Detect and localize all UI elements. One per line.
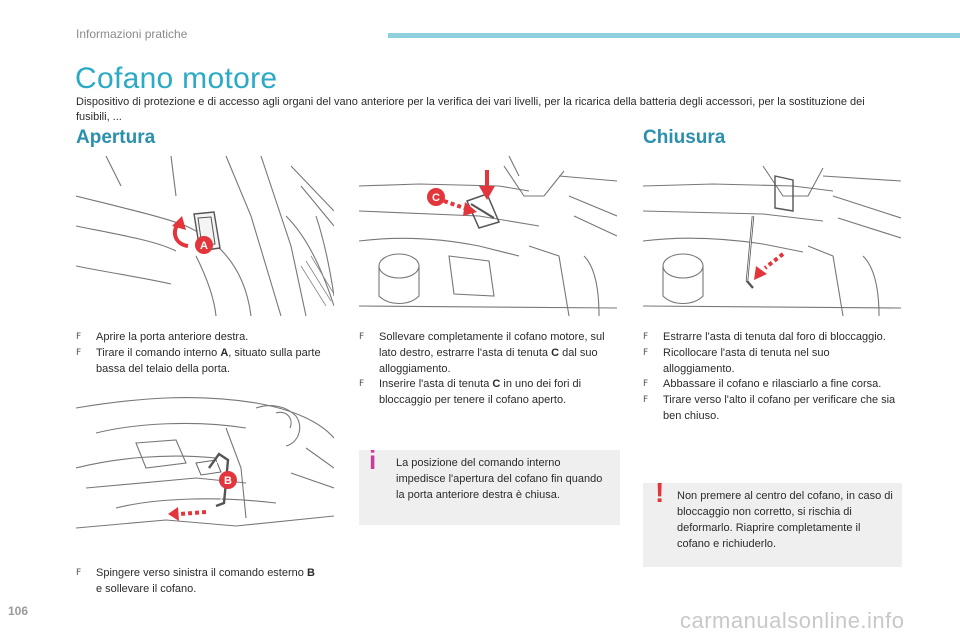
bullet-icon: F — [76, 347, 82, 358]
illustration-prop-rod — [359, 156, 617, 316]
bullet-icon: F — [359, 379, 365, 390]
bullet-icon: F — [359, 332, 365, 342]
watermark: carmanualsonline.info — [680, 608, 905, 633]
steps-chiusura — [643, 330, 901, 425]
illustration-interior-release — [76, 156, 334, 316]
header-accent-bar — [388, 33, 960, 38]
heading-apertura: Apertura — [76, 127, 156, 148]
list-item: F Tirare verso l'alto il cofano per verificare che sia ben chiuso. — [643, 394, 896, 422]
list-item: F Tirare il comando interno A, situato sulla parte bassa del telaio della porta. — [76, 346, 321, 375]
intro-text: Dispositivo di protezione e di accesso agli organi del vano anteriore per la verifica dei vari livelli, per la ricarica della batteria degli accessori, per la sostituzione dei fusibili, ... — [76, 96, 865, 123]
warning-note — [643, 477, 902, 567]
warning-note-text: Non premere al centro del cofano, in caso di bloccaggio non corretto, si rischia di deformarlo. Riaprire completamente il cofano e richiuderlo. — [677, 490, 893, 550]
info-note-text: La posizione del comando interno impedisce l'apertura del cofano fin quando la porta anteriore destra è chiusa. — [396, 457, 603, 501]
list-item: F Sollevare completamente il cofano motore, sul lato destro, estrarre l'asta di tenuta C dal suo alloggiamento. — [359, 331, 605, 375]
bullet-icon: F — [76, 568, 82, 578]
warning-icon: ! — [655, 477, 665, 508]
list-item: F Aprire la porta anteriore destra. — [76, 330, 334, 346]
bullet-icon: F — [76, 332, 82, 342]
illustration-rod-stowing — [643, 156, 901, 316]
bullet-icon: F — [643, 332, 649, 342]
steps-apertura-a — [76, 330, 334, 377]
callout-label-c: C — [432, 192, 440, 204]
page-title: Cofano motore — [75, 62, 278, 95]
illustration-exterior-release — [76, 388, 334, 548]
list-item: F Spingere verso sinistra il comando esterno B e sollevare il cofano. — [76, 567, 315, 595]
bullet-icon: F — [643, 347, 649, 358]
list-item: F Inserire l'asta di tenuta C in uno dei fori di bloccaggio per tenere il cofano aperto. — [359, 378, 582, 407]
section-header: Informazioni pratiche — [76, 27, 188, 41]
callout-label-b: B — [224, 475, 232, 487]
steps-apertura-c — [359, 330, 621, 409]
info-note — [359, 445, 620, 525]
bullet-icon: F — [643, 379, 649, 390]
info-icon: i — [369, 445, 377, 475]
callout-label-a: A — [200, 240, 208, 252]
list-item: F Ricollocare l'asta di tenuta nel suo alloggiamento. — [643, 346, 830, 375]
heading-chiusura: Chiusura — [643, 127, 726, 148]
bullet-icon: F — [643, 395, 649, 406]
list-item: F Abbassare il cofano e rilasciarlo a fine corsa. — [643, 377, 901, 393]
steps-apertura-b — [76, 566, 316, 598]
page-number: 106 — [8, 604, 29, 618]
list-item: F Estrarre l'asta di tenuta dal foro di bloccaggio. — [643, 330, 901, 346]
